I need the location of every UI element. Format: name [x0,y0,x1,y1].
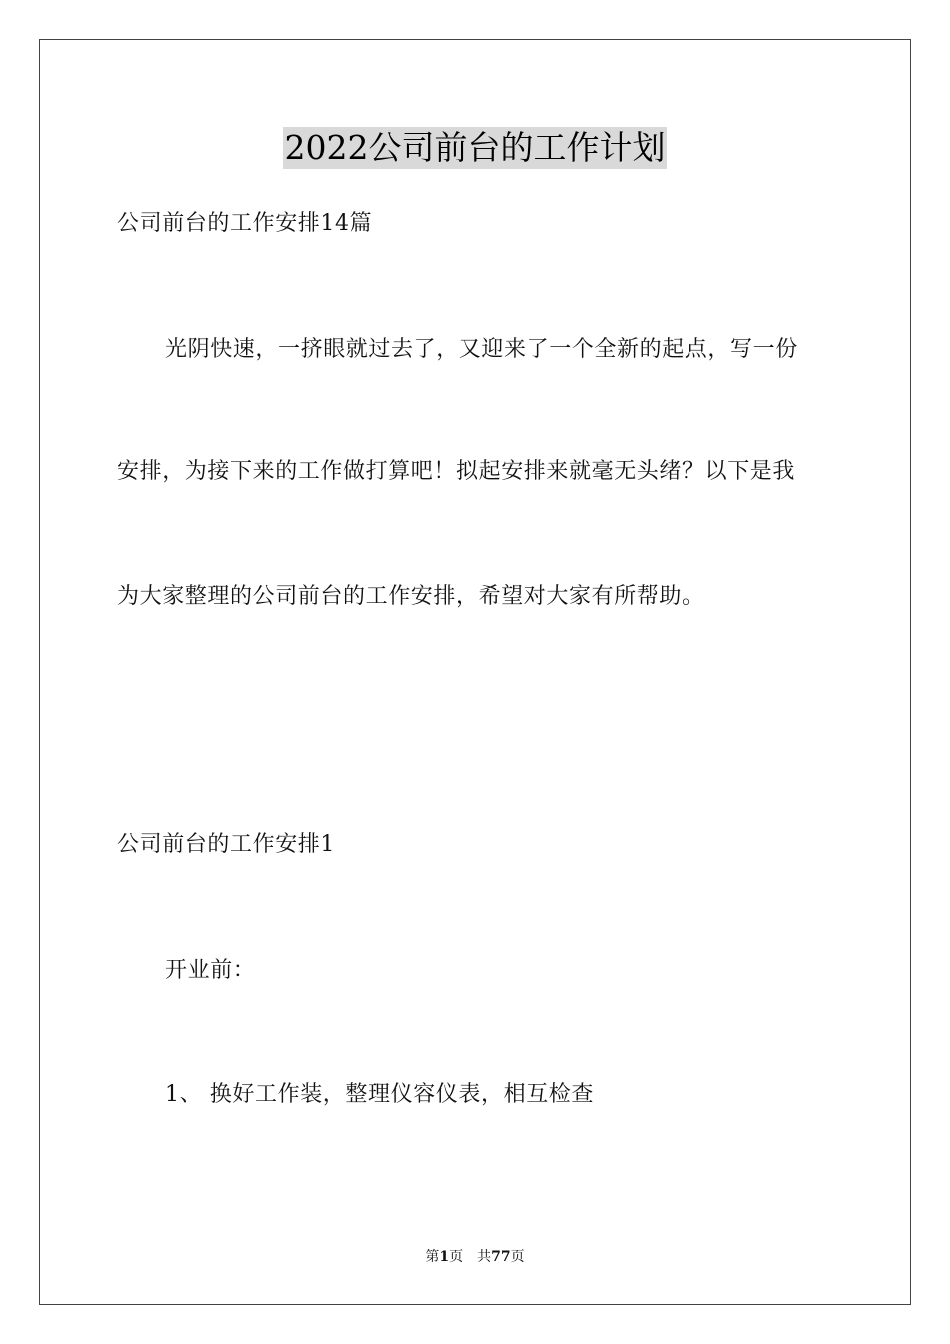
title-container [0,127,950,169]
list-item-1: 1、 换好工作装，整理仪容仪表，相互检查 [165,1082,594,1107]
footer-page-mid: 页 共 [449,1249,492,1265]
subheading: 开业前： [165,958,256,983]
footer-page-current: 1 [439,1249,450,1265]
document-title: 2022公司前台的工作计划 [284,128,666,167]
section-heading: 公司前台的工作安排1 [117,832,335,857]
footer-page-prefix: 第 [425,1249,440,1265]
intro-line-3: 为大家整理的公司前台的工作安排，希望对大家有所帮助。 [117,584,705,609]
page-footer [0,1248,950,1266]
intro-line-1: 光阴快速，一挤眼就过去了，又迎来了一个全新的起点，写一份 [165,337,798,362]
footer-page-suffix: 页 [510,1249,525,1265]
document-subtitle: 公司前台的工作安排14篇 [117,211,373,236]
intro-line-2: 安排，为接下来的工作做打算吧！拟起安排来就毫无头绪？以下是我 [117,459,796,484]
footer-page-total: 77 [491,1249,511,1265]
